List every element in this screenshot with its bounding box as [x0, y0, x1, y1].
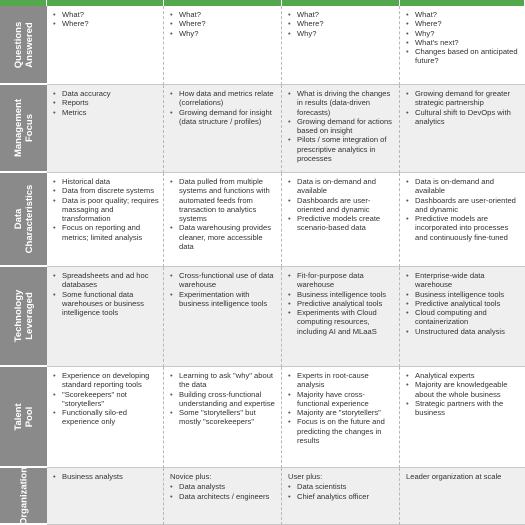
- list-item: • Where?: [170, 19, 278, 28]
- list-item: • Experience on developing standard reporting tools: [53, 371, 160, 390]
- table-cell: [164, 6, 282, 85]
- list-item: • Historical data: [53, 177, 160, 186]
- table-cell: [47, 6, 164, 85]
- list-item: • Focus is on the future and predicting the changes in results: [288, 417, 396, 445]
- list-item: • Majority are knowledgeable about the whole business: [406, 380, 522, 399]
- table-cell: [47, 267, 164, 367]
- list-item: • Growing demand for insight (data structure / profiles): [170, 108, 278, 127]
- bullet-list: [288, 271, 396, 336]
- bullet-list: [170, 371, 278, 427]
- list-item: • Majority are "storytellers": [288, 408, 396, 417]
- table-cell: [400, 468, 525, 525]
- list-item: • Metrics: [53, 108, 160, 117]
- table-cell: [282, 267, 400, 367]
- list-item: • Analytical experts: [406, 371, 522, 380]
- list-item: • Strategic partners with the business: [406, 399, 522, 418]
- table-cell: [400, 367, 525, 468]
- list-item: • Majority have cross-functional experience: [288, 390, 396, 409]
- bullet-list: [170, 177, 278, 251]
- table-cell: [400, 267, 525, 367]
- row-label: [0, 85, 47, 173]
- list-item: • Unstructured data analysis: [406, 327, 522, 336]
- bullet-list: [406, 10, 522, 66]
- table-cell: [282, 367, 400, 468]
- list-item: • Learning to ask "why" about the data: [170, 371, 278, 390]
- list-item: • Cross-functional use of data warehouse: [170, 271, 278, 290]
- list-item: • Data architects / engineers: [170, 492, 278, 501]
- list-item: • Data scientists: [288, 482, 396, 491]
- row-label-text: Talent Pool: [12, 402, 35, 431]
- list-item: • Fit-for-purpose data warehouse: [288, 271, 396, 290]
- list-item: • Focus on reporting and metrics; limited analysis: [53, 223, 160, 242]
- list-item: • Where?: [53, 19, 160, 28]
- table-cell: [164, 267, 282, 367]
- list-item: • Spreadsheets and ad hoc databases: [53, 271, 160, 290]
- list-item: • Predictive analytical tools: [406, 299, 522, 308]
- table-cell: [400, 173, 525, 267]
- list-item: • Dashboards are user-oriented and dynamic: [406, 196, 522, 215]
- list-item: • Dashboards are user-oriented and dynamic: [288, 196, 396, 215]
- bullet-list: [53, 89, 160, 117]
- list-item: • Business intelligence tools: [406, 290, 522, 299]
- list-item: • Some functional data warehouses or business intelligence tools: [53, 290, 160, 318]
- bullet-list: [288, 89, 396, 163]
- list-item: • How data and metrics relate (correlations): [170, 89, 278, 108]
- bullet-list: [406, 177, 522, 242]
- row-label-text: Technology Leveraged: [12, 289, 35, 343]
- bullet-list: [406, 371, 522, 417]
- bullet-list: [288, 177, 396, 233]
- list-item: • Predictive analytical tools: [288, 299, 396, 308]
- bullet-list: [288, 10, 396, 38]
- list-item: • Growing demand for actions based on insight: [288, 117, 396, 136]
- list-item: • What?: [288, 10, 396, 19]
- row-label: [0, 267, 47, 367]
- bullet-list: [53, 271, 160, 317]
- table-cell: [400, 85, 525, 173]
- list-item: • What?: [406, 10, 522, 19]
- table-cell: [164, 468, 282, 525]
- bullet-list: [170, 271, 278, 308]
- list-item: • Enterprise-wide data warehouse: [406, 271, 522, 290]
- list-item: • Why?: [406, 29, 522, 38]
- table-cell: [47, 468, 164, 525]
- list-item: • Why?: [288, 29, 396, 38]
- list-item: • What's next?: [406, 38, 522, 47]
- list-item: • Experts in root-cause analysis: [288, 371, 396, 390]
- list-item: • Growing demand for greater strategic partnership: [406, 89, 522, 108]
- list-item: • Changes based on anticipated future?: [406, 47, 522, 66]
- list-item: • Data pulled from multiple systems and functions with automated feeds from transaction to analytics systems: [170, 177, 278, 223]
- bullet-list: [406, 89, 522, 126]
- cell-lead-text: User plus:: [288, 472, 323, 481]
- table-cell: [164, 367, 282, 468]
- table-cell: [282, 85, 400, 173]
- list-item: • Why?: [170, 29, 278, 38]
- list-item: • Data accuracy: [53, 89, 160, 98]
- table-cell: [164, 85, 282, 173]
- list-item: • Building cross-functional understanding and expertise: [170, 390, 278, 409]
- table-cell: [164, 173, 282, 267]
- list-item: • Chief analytics officer: [288, 492, 396, 501]
- row-label: [0, 367, 47, 468]
- bullet-list: [53, 472, 160, 481]
- list-item: • Reports: [53, 98, 160, 107]
- list-item: • Where?: [288, 19, 396, 28]
- bullet-list: [170, 482, 278, 501]
- list-item: • Cloud computing and containerization: [406, 308, 522, 327]
- bullet-list: [170, 89, 278, 126]
- list-item: • Business analysts: [53, 472, 160, 481]
- list-item: • Predictive models create scenario-based data: [288, 214, 396, 233]
- row-label-text: Organization: [18, 466, 29, 525]
- table-cell: [47, 173, 164, 267]
- list-item: • Data is on-demand and available: [406, 177, 522, 196]
- list-item: • Some "storytellers" but mostly "scorekeepers": [170, 408, 278, 427]
- list-item: • Business intelligence tools: [288, 290, 396, 299]
- table-cell: [400, 6, 525, 85]
- list-item: • Experiments with Cloud computing resources, including AI and MLaaS: [288, 308, 396, 336]
- list-item: • Experimentation with business intelligence tools: [170, 290, 278, 309]
- list-item: • What?: [170, 10, 278, 19]
- list-item: • Data is poor quality; requires massaging and transformation: [53, 196, 160, 224]
- row-label: [0, 173, 47, 267]
- list-item: • Where?: [406, 19, 522, 28]
- bullet-list: [53, 371, 160, 427]
- list-item: • Data analysts: [170, 482, 278, 491]
- row-label: [0, 468, 47, 525]
- row-label-text: Data Characteristics: [12, 184, 35, 254]
- list-item: • Functionally silo-ed experience only: [53, 408, 160, 427]
- bullet-list: [288, 482, 396, 501]
- row-label-text: Management Focus: [12, 98, 35, 158]
- list-item: • Data warehousing provides cleaner, more accessible data: [170, 223, 278, 251]
- list-item: • What is driving the changes in results (data-driven forecasts): [288, 89, 396, 117]
- cell-lead-text: Novice plus:: [170, 472, 212, 481]
- bullet-list: [170, 10, 278, 38]
- table-cell: [282, 173, 400, 267]
- table-cell: [282, 468, 400, 525]
- table-cell: [47, 367, 164, 468]
- list-item: • Pilots / some integration of prescriptive analytics in processes: [288, 135, 396, 163]
- list-item: • Predictive models are incorporated into processes and continuously fine-tuned: [406, 214, 522, 242]
- table-cell: [282, 6, 400, 85]
- table-cell: [47, 85, 164, 173]
- list-item: • Cultural shift to DevOps with analytics: [406, 108, 522, 127]
- list-item: • Data is on-demand and available: [288, 177, 396, 196]
- list-item: • "Scorekeepers" not "storytellers": [53, 390, 160, 409]
- bullet-list: [53, 177, 160, 242]
- list-item: • What?: [53, 10, 160, 19]
- cell-lead-text: Leader organization at scale: [406, 472, 502, 481]
- bullet-list: [288, 371, 396, 445]
- bullet-list: [406, 271, 522, 336]
- row-label-text: Questions Answered: [12, 21, 35, 68]
- row-label: [0, 6, 47, 85]
- list-item: • Data from discrete systems: [53, 186, 160, 195]
- bullet-list: [53, 10, 160, 29]
